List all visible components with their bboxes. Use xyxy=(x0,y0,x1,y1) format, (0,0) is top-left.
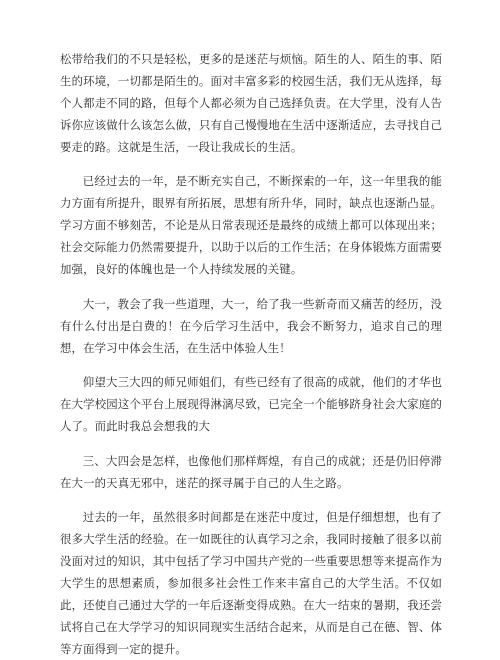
paragraph-3: 大一，教会了我一些道理，大一，给了我一些新奇而又痛苦的经历，没有什么付出是白费的！在今后学习生活中，我会不断努力，追求自己的理想，在学习中体会生活，在生活中体验人生！ xyxy=(60,297,442,355)
paragraph-6: 过去的一年，虽然很多时间都是在迷茫中度过，但是仔细想想，也有了很多大学生活的经验。在一如既往的认真学习之余，我同时接触了很多以前没面对过的知识，其中包括了学习中国共产党的一些重要思想等来提高作为大学生的思想素质，参加很多社会性工作来丰富自己的大学生活。不仅如此，还使自己通过大学的一年后逐渐变得成熟。在大一结束的暑期，我还尝试将自己在大学学习的知识同现实生活结合起来，从而是自己在德、智、体等方面得到一定的提升。 xyxy=(60,510,442,656)
document-body xyxy=(60,48,442,660)
paragraph-5: 三、大四会是怎样，也像他们那样辉煌，有自己的成就；还是仍旧停滞在大一的天真无邪中，迷茫的探寻属于自己的人生之路。 xyxy=(60,454,442,490)
paragraph-4: 仰望大三大四的师兄师姐们，有些已经有了很高的成就，他们的才华也在大学校园这个平台上展现得淋漓尽致，已完全一个能够跻身社会大家庭的人了。而此时我总会想我的大 xyxy=(60,375,442,433)
paragraph-2: 已经过去的一年，是不断充实自己，不断探索的一年，这一年里我的能力方面有所提升，眼界有所拓展，思想有所升华，同时，缺点也逐渐凸显。学习方面不够刻苦，不论是从日常表现还是最终的成绩上都可以体现出来；社会交际能力仍然需要提升，以助于以后的工作生活；在身体锻炼方面需要加强，良好的体魄也是一个人持续发展的关键。 xyxy=(60,174,442,276)
paragraph-1: 松带给我们的不只是轻松，更多的是迷茫与烦恼。陌生的人、陌生的事、陌生的环境，一切都是陌生的。面对丰富多彩的校园生活，我们无从选择，每个人都走不同的路，但每个人都必须为自己选择负责。在大学里，没有人告诉你应该做什么该怎么做，只有自己慢慢地在生活中逐渐适应，去寻找自己要走的路。这就是生活，一段让我成长的生活。 xyxy=(60,52,442,154)
